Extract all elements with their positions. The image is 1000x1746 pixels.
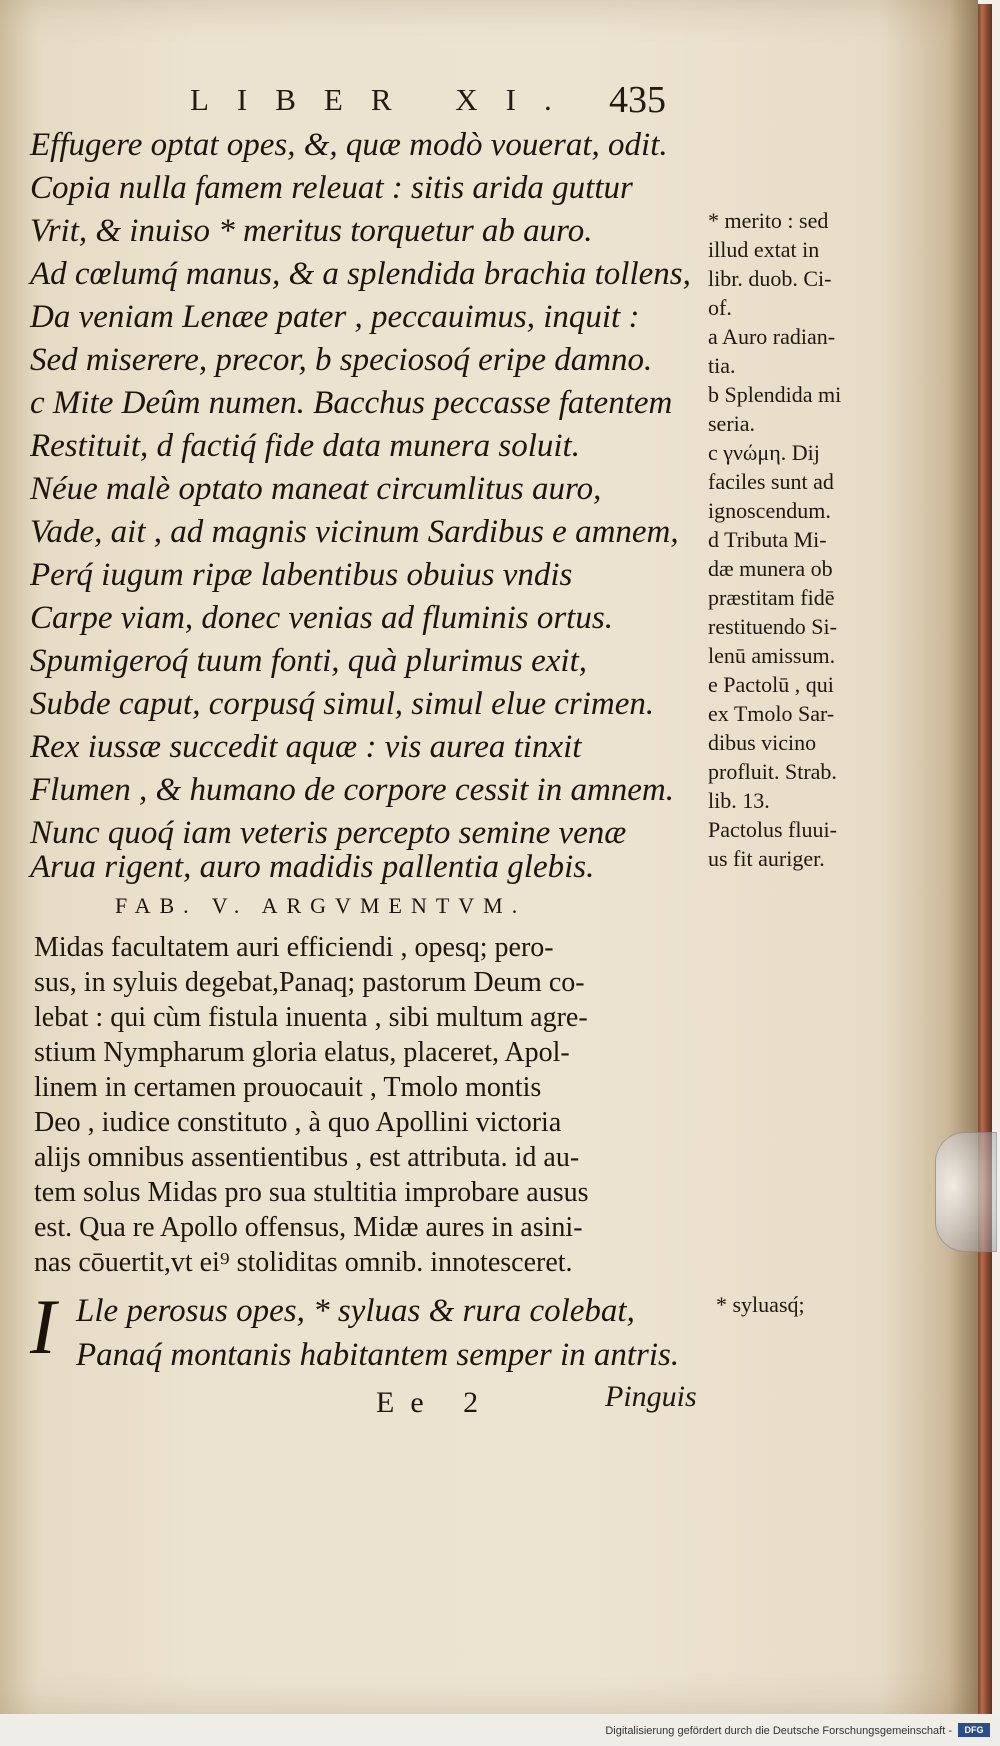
marginal-note-line: e Pactolū , qui xyxy=(708,672,834,697)
marginal-note-line: dæ munera ob xyxy=(708,556,833,581)
page-edge xyxy=(978,4,992,1716)
verse-line: Carpe viam, donec venias ad fluminis ortus. xyxy=(30,600,613,636)
marginal-note-2: * syluasq́; xyxy=(716,1292,805,1317)
marginal-note-line: libr. duob. Ci- xyxy=(708,266,832,291)
marginal-note-line: dibus vicino xyxy=(708,730,817,755)
marginal-note-line: ignoscendum. xyxy=(708,498,831,523)
marginal-note-line: lib. 13. xyxy=(708,788,770,813)
argument-line: Midas facultatem auri efficiendi , opesq; pero- xyxy=(34,932,554,963)
argument-line: est. Qua re Apollo offensus, Midæ aures in asini- xyxy=(34,1212,583,1243)
verse-line: Lle perosus opes, * syluas & rura colebat, xyxy=(76,1293,635,1329)
verse-line: Subde caput, corpusq́ simul, simul elue crimen. xyxy=(30,686,655,722)
verse-line: Ad cœlumq́ manus, & a splendida brachia tollens, xyxy=(30,256,691,292)
verse-line: Copia nulla famem releuat : sitis arida guttur xyxy=(30,170,633,206)
verse-line: Spumigeroq́ tuum fonti, quà plurimus exit, xyxy=(30,643,588,679)
marginal-note-line: profluit. Strab. xyxy=(708,759,837,784)
marginal-note-line: restituendo Si- xyxy=(708,614,837,639)
argument-line: linem in certamen prouocauit , Tmolo montis xyxy=(34,1072,542,1103)
argument-line: alijs omnibus assentientibus , est attributa. id au- xyxy=(34,1142,580,1173)
verse-line: Vade, ait , ad magnis vicinum Sardibus e amnem, xyxy=(30,514,679,550)
verse-line: Sed miserere, precor, b speciosoq́ eripe damno. xyxy=(30,342,653,378)
marginal-note-line: of. xyxy=(708,295,732,320)
marginal-note-line: us fit auriger. xyxy=(708,846,825,871)
verse-line: Restituit, d factiq́ fide data munera soluit. xyxy=(30,428,580,464)
argument-line: nas cōuertit,vt ei⁹ stoliditas omnib. innotesceret. xyxy=(34,1247,573,1278)
page-clip xyxy=(935,1132,997,1252)
marginal-note-line: tia. xyxy=(708,353,736,378)
marginal-note-line: a Auro radian- xyxy=(708,324,836,349)
verse-line: Da veniam Lenæe pater , peccauimus, inquit : xyxy=(30,299,640,335)
verse-line: Vrit, & inuiso * meritus torquetur ab auro. xyxy=(30,213,593,249)
verse-line: Arua rigent, auro madidis pallentia glebis. xyxy=(30,849,595,885)
marginal-note-line: b Splendida mi xyxy=(708,382,842,407)
marginal-note-line: * merito : sed xyxy=(708,208,829,233)
verse-line: Néue malè optato maneat circumlitus auro, xyxy=(30,471,602,507)
marginal-note-line: faciles sunt ad xyxy=(708,469,834,494)
section-title: FAB. V. ARGVMENTVM. xyxy=(115,893,527,918)
argument-line: sus, in syluis degebat,Panaq; pastorum Deum co- xyxy=(34,967,585,998)
initial-letter: I xyxy=(30,1283,56,1370)
signature-mark: Ee 2 xyxy=(376,1386,495,1419)
verse-line: Flumen , & humano de corpore cessit in amnem. xyxy=(30,772,674,808)
verse-line: Perq́ iugum ripæ labentibus obuius vndis xyxy=(30,557,573,593)
page-number: 435 xyxy=(609,79,666,121)
marginal-note-line: Pactolus fluui- xyxy=(708,817,837,842)
verse-line: c Mite Deûm numen. Bacchus peccasse fatentem xyxy=(30,385,673,421)
verse-line: Rex iussæ succedit aquæ : vis aurea tinxit xyxy=(30,729,582,765)
marginal-note-line: c γνώμη. Dij xyxy=(708,440,820,465)
verse-line: Panaq́ montanis habitantem semper in antris. xyxy=(76,1337,680,1373)
running-title: LIBER XI. xyxy=(190,82,580,117)
catchword: Pinguis xyxy=(605,1380,697,1413)
argument-line: stium Nympharum gloria elatus, placeret, Apol- xyxy=(34,1037,570,1068)
marginal-note-line: lenū amissum. xyxy=(708,643,836,668)
dfg-logo: DFG xyxy=(958,1723,990,1737)
argument-line: Deo , iudice constituto , à quo Apollini victoria xyxy=(34,1107,562,1138)
marginal-note-line: d Tributa Mi- xyxy=(708,527,827,552)
marginal-note-line: præstitam fidē xyxy=(708,585,835,610)
marginal-note-line: seria. xyxy=(708,411,756,436)
argument-line: lebat : qui cùm fistula inuenta , sibi multum agre- xyxy=(34,1002,588,1033)
marginal-note-line: ex Tmolo Sar- xyxy=(708,701,835,726)
footer-credit: Digitalisierung gefördert durch die Deutsche Forschungsgemeinschaft - xyxy=(605,1725,952,1737)
verse-line: Nunc quoq́ iam veteris percepto semine venæ xyxy=(30,815,627,851)
verse-line: Effugere optat opes, &, quæ modò vouerat, odit. xyxy=(30,127,668,163)
marginal-note-line: illud extat in xyxy=(708,237,820,262)
argument-line: tem solus Midas pro sua stultitia improbare ausus xyxy=(34,1177,589,1208)
